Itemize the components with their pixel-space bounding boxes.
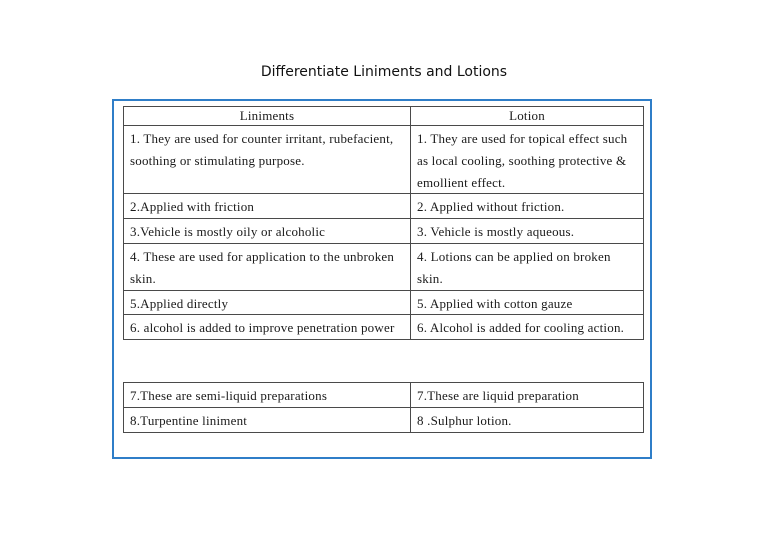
table-row	[124, 194, 644, 219]
lotion-cell: 3. Vehicle is mostly aqueous.	[411, 219, 644, 244]
liniments-cell: 6. alcohol is added to improve penetration power	[124, 315, 411, 340]
comparison-table-top	[123, 106, 644, 340]
liniments-cell: 5.Applied directly	[124, 290, 411, 315]
lotion-cell: 2. Applied without friction.	[411, 194, 644, 219]
lotion-cell: 5. Applied with cotton gauze	[411, 290, 644, 315]
table-row	[124, 126, 644, 194]
comparison-table-bottom	[123, 382, 644, 433]
lotion-cell: 1. They are used for topical effect such as local cooling, soothing protective & emollient effect.	[411, 126, 644, 194]
liniments-cell: 2.Applied with friction	[124, 194, 411, 219]
lotion-cell: 6. Alcohol is added for cooling action.	[411, 315, 644, 340]
table-row	[124, 383, 644, 408]
table-row	[124, 290, 644, 315]
lotion-cell: 8 .Sulphur lotion.	[411, 407, 644, 432]
table-header-row	[124, 107, 644, 126]
liniments-cell: 1. They are used for counter irritant, rubefacient, soothing or stimulating purpose.	[124, 126, 411, 194]
table-row	[124, 407, 644, 432]
liniments-cell: 4. These are used for application to the unbroken skin.	[124, 243, 411, 290]
header-liniments: Liniments	[124, 107, 411, 126]
slide-title: Differentiate Liniments and Lotions	[260, 64, 508, 80]
liniments-cell: 8.Turpentine liniment	[124, 407, 411, 432]
liniments-cell: 7.These are semi-liquid preparations	[124, 383, 411, 408]
comparison-table-frame	[112, 99, 652, 459]
lotion-cell: 7.These are liquid preparation	[411, 383, 644, 408]
header-lotion: Lotion	[411, 107, 644, 126]
table-row	[124, 315, 644, 340]
liniments-cell: 3.Vehicle is mostly oily or alcoholic	[124, 219, 411, 244]
table-row	[124, 243, 644, 290]
table-row	[124, 219, 644, 244]
lotion-cell: 4. Lotions can be applied on broken skin.	[411, 243, 644, 290]
